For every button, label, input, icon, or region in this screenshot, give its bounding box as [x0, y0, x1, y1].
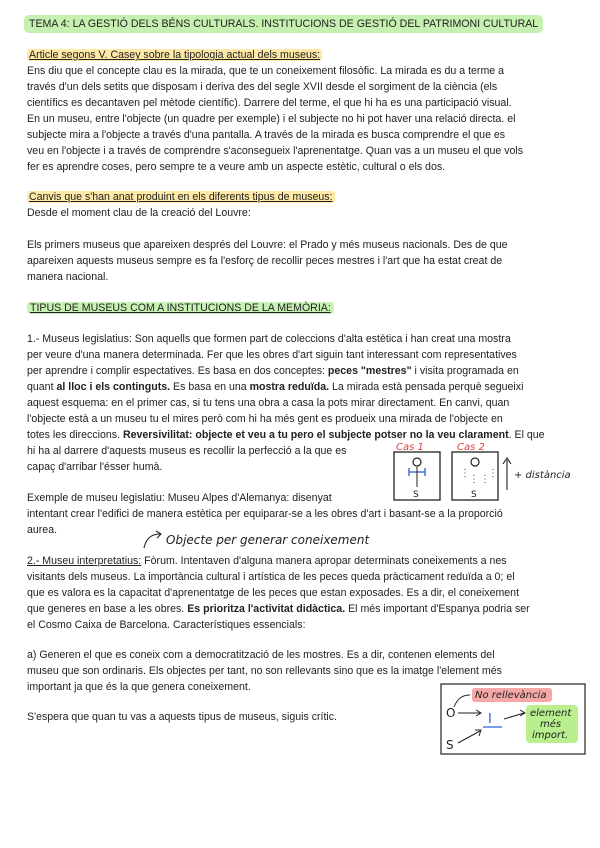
- text-line: Exemple de museu legislatiu: Museu Alpes d'Alemanya: disenyat: [27, 492, 332, 504]
- text-line: que es valora es la capacitat d'aprenentatge de les peces que estan exposades. Es a dir, el coneixement: [27, 587, 520, 599]
- section-heading-canvis: Canvis que s'han anat produint en els diferents tipus de museus:: [29, 191, 333, 203]
- text-line: Ens diu que el concepte clau es la mirada, que te un coneixement filosòfic. La mirada es du a terme a: [27, 65, 504, 77]
- text-line: intentant crear l'edifici de manera estètica per equiparar-se a les obres d'art i basant-se a la proporció: [27, 508, 503, 520]
- text-line: visitants dels museus. La importància cultural i artística de les peces queda pràcticament reduïda a 0; el: [27, 571, 515, 583]
- text-line: a) Generen el que es coneix com a democratització de les mostres. Es a dir, contenen elements del: [27, 649, 495, 661]
- text-line: capaç d'arribar l'ésser humà.: [27, 461, 163, 473]
- text-line: l'objecte està a un museu tu el mires però com hi ha més gent es produeix una mirada de l'objecte en: [27, 413, 503, 425]
- text-line: hi ha al darrere d'aquests museus es recollir la perfecció a la que es: [27, 445, 347, 457]
- text-line: En un museu, entre l'objecte (un quadre per exemple) i el subjecte no hi pot haver una relació directa. el: [27, 113, 516, 125]
- svg-text:⋮: ⋮: [460, 468, 470, 479]
- text-line: S'espera que quan tu vas a aquests tipus de museus, siguis crític.: [27, 711, 338, 723]
- subject-label: S: [446, 738, 454, 752]
- text-line: aquest esquema: en el primer cas, si tu tens una obra a casa la pots mirar directament. En canvi, quan: [27, 397, 510, 409]
- objecte-note: [140, 528, 380, 554]
- svg-text:⋮: ⋮: [480, 474, 490, 485]
- page-title: TEMA 4: LA GESTIÓ DELS BÉNS CULTURALS. INSTITUCIONS DE GESTIÓ DEL PATRIMONI CULTURAL: [24, 15, 543, 33]
- svg-text:més: més: [540, 719, 562, 730]
- text-line: científics es decantaven pel mètode científic). Darrere del terme, el que hi ha es una participació visual.: [27, 97, 512, 109]
- cas-diagram: [392, 438, 572, 504]
- text-line: veu en l'objecte i a través de comprendre s'aconsegueix l'aprenentatge. Quan vas a un museu el que vols: [27, 145, 524, 157]
- text-line: 2.- Museu interpretatius: Fòrum. Intentaven d'alguna manera apropar determinats coneixements a nes: [27, 555, 507, 567]
- text-line: el Cosmo Caixa de Barcelona. Característiques essencials:: [27, 619, 306, 631]
- svg-text:element: element: [530, 708, 572, 719]
- subject-icon: S: [413, 490, 419, 500]
- text-line: quant al lloc i els continguts. Es basa en una mostra reduïda. La mirada està pensada perquè segueixi: [27, 381, 524, 393]
- svg-text:import.: import.: [532, 730, 569, 741]
- subject-icon: S: [471, 490, 477, 500]
- cas2-label: Cas 2: [457, 442, 485, 453]
- rellevancia-diagram: [440, 683, 586, 755]
- text-line: per veure d'una manera determinada. Fer que les obres d'art siguin tant interessant com representatives: [27, 349, 517, 361]
- text-line: Desde el moment clau de la creació del Louvre:: [27, 207, 251, 219]
- text-line: aurea.: [27, 524, 58, 536]
- arrow-icon: [144, 534, 160, 548]
- text-line: apareixen aquests museus sempre es fa l'esforç de recollir peces mestres i l'art que ha estat creat de: [27, 255, 503, 267]
- text-line: manera nacional.: [27, 271, 109, 283]
- text-line: Els primers museus que apareixen després del Louvre: el Prado y més museus nacionals. Des de que: [27, 239, 508, 251]
- cas1-label: Cas 1: [396, 442, 424, 453]
- text-line: subjecte mira a l'objecte a través d'una pantalla. A través de la mirada es busca comprendre el que es: [27, 129, 506, 141]
- text-line: totes les direccions. Reversivilitat: objecte et veu a tu pero el subjecte potser no la veu clarament. El que: [27, 429, 545, 441]
- text-line: fer es aprendre coses, pero sempre te a veure amb un aspecte estètic, cultural o els dos.: [27, 161, 446, 173]
- objecte-note-text: Objecte per generar coneixement: [166, 533, 370, 547]
- no-rellevancia-label: No rellevància: [475, 690, 547, 701]
- object-label: O: [446, 706, 456, 720]
- text-line: museu que son ordinaris. Els objectes per tant, no son rellevants sino que es la imatge l'element més: [27, 665, 502, 677]
- text-line: través d'un dels setits que disposam i deriva des del segle XVII desde el sorgiment de la ciència (els: [27, 81, 498, 93]
- text-line: important ja que és la que genera coneixement.: [27, 681, 251, 693]
- image-icon: I: [488, 712, 492, 727]
- object-icon: [413, 458, 421, 466]
- distancia-label: + distància: [514, 470, 571, 481]
- svg-text:⋮: ⋮: [488, 468, 498, 479]
- text-line: que generes en base a les obres. Es prioritza l'activitat didàctica. El més important d'Espanya podria ser: [27, 603, 530, 615]
- object-icon: [471, 458, 479, 466]
- section-heading-casey: Article segons V. Casey sobre la tipologia actual dels museus:: [29, 49, 321, 61]
- text-line: 1.- Museus legislatius: Son aquells que formen part de coleccions d'alta estètica i han creat una mostra: [27, 333, 511, 345]
- section-heading-tipus: TIPUS DE MUSEUS COM A INSTITUCIONS DE LA MEMÒRIA:: [27, 301, 334, 317]
- svg-text:⋮: ⋮: [469, 474, 479, 485]
- text-line: per aprendre i complir espectatives. Es basa en dos conceptes: peces "mestres" i visita programada en: [27, 365, 519, 377]
